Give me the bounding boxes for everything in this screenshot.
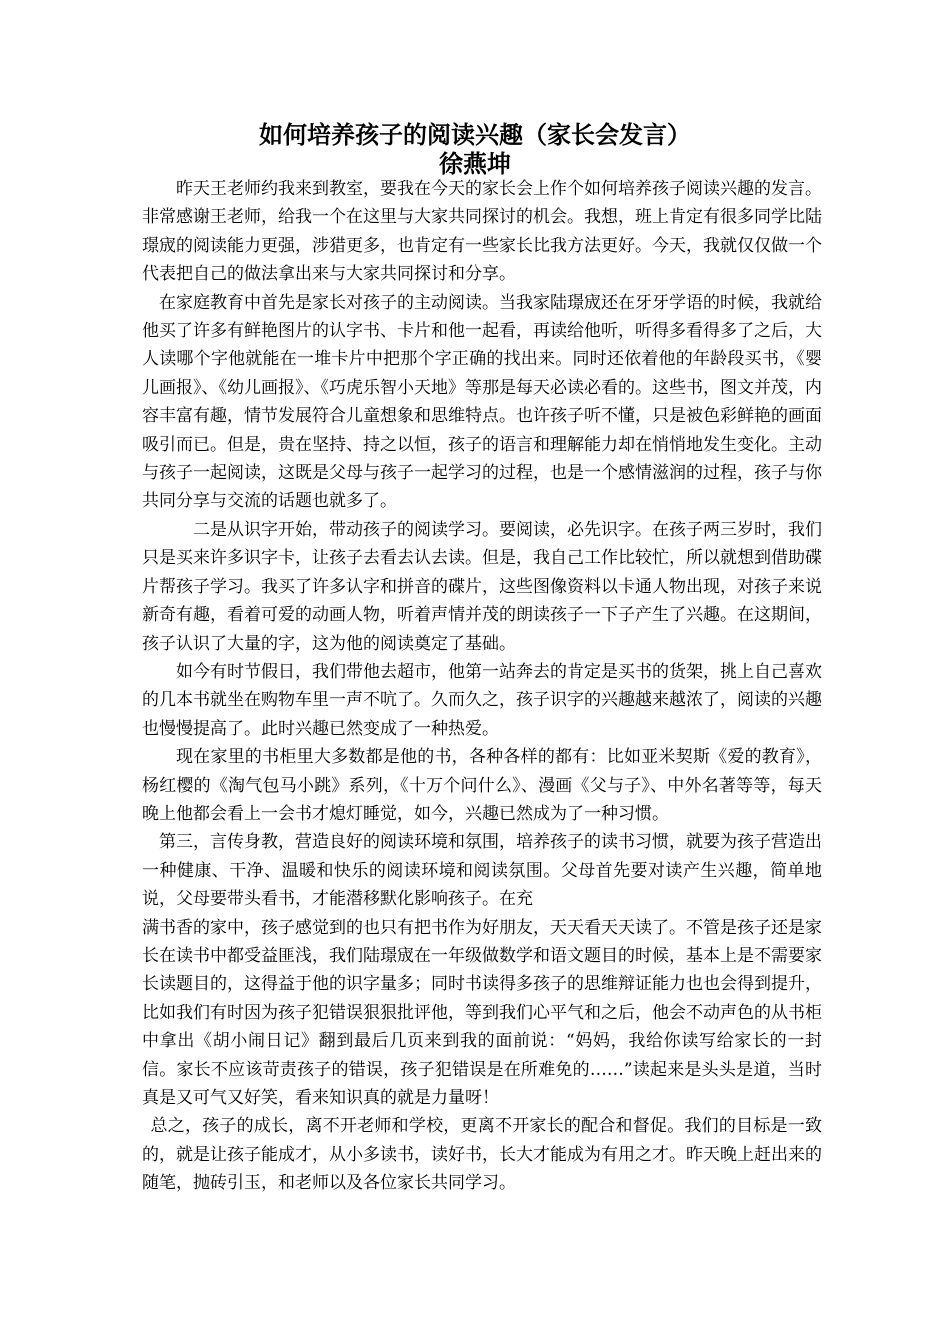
document-body (142, 175, 822, 1198)
paragraph-conclusion: 总之，孩子的成长，离不开老师和学校，更离不开家长的配合和督促。我们的目标是一致的，就是让孩子能成才，从小多读书，读好书，长大才能成为有用之才。昨天晚上赶出来的随笔，抛砖引玉，和老师以及各位家长共同学习。 (142, 1116, 822, 1194)
paragraph-intro: 昨天王老师约我来到教室，要我在今天的家长会上作个如何培养孩子阅读兴趣的发言。非常感谢王老师，给我一个在这里与大家共同探讨的机会。我想，班上肯定有很多同学比陆璟宬的阅读能力更强，涉猎更多，也肯定有一些家长比我方法更好。今天，我就仅仅做一个代表把自己的做法拿出来与大家共同探讨和分享。 (142, 179, 822, 285)
paragraph-third-point: 第三，言传身教，营造良好的阅读环境和氛围，培养孩子的读书习惯，就要为孩子营造出一种健康、干净、温暖和快乐的阅读环境和阅读氛围。父母首先要对读产生兴趣，简单地说，父母要带头看书，才能潜移默化影响孩子。在充 (142, 832, 822, 910)
paragraph-third-point-continued: 满书香的家中，孩子感觉到的也只有把书作为好朋友，天天看天天读了。不管是孩子还是家长在读书中都受益匪浅，我们陆璟宬在一年级做数学和语文题目的时候，基本上是不需要家长读题目的，这得益于他的识字量多；同时书读得多孩子的思维辩证能力也也会得到提升，比如我们有时因为孩子犯错误狠狠批评他，等到我们心平气和之后，他会不动声色的从书柜中拿出《胡小闹日记》翻到最后几页来到我的面前说：“妈妈，我给你读写给家长的一封信。家长不应该苛责孩子的错误，孩子犯错误是在所难免的……”读起来是头头是道，当时真是又可气又好笑，看来知识真的就是力量呀！ (142, 917, 822, 1108)
document-header (0, 120, 950, 178)
paragraph-second-point: 二是从识字开始，带动孩子的阅读学习。要阅读，必先识字。在孩子两三岁时，我们只是买来许多识字卡，让孩子去看去认去读。但是，我自己工作比较忙，所以就想到借助碟片帮孩子学习。我买了许多认字和拼音的碟片，这些图像资料以卡通人物出现，对孩子来说新奇有趣，看着可爱的动画人物，听着声情并茂的朗读孩子一下子产生了兴趣。在这期间，孩子认识了大量的字，这为他的阅读奠定了基础。 (142, 519, 822, 654)
paragraph-first-point: 在家庭教育中首先是家长对孩子的主动阅读。当我家陆璟宬还在牙牙学语的时候，我就给他买了许多有鲜艳图片的认字书、卡片和他一起看，再读给他听，听得多看得多了之后，大人读哪个字他就能在一堆卡片中把那个字正确的找出来。同时还依着他的年龄段买书，《婴儿画报》、《幼儿画报》、《巧虎乐智小天地》等那是每天必读必看的。这些书，图文并茂，内容丰富有趣，情节发展符合儿童想象和思维特点。也许孩子听不懂，只是被色彩鲜艳的画面吸引而已。但是，贵在坚持、持之以恒，孩子的语言和理解能力却在悄悄地发生变化。主动与孩子一起阅读，这既是父母与孩子一起学习的过程，也是一个感情滋润的过程，孩子与你共同分享与交流的话题也就多了。 (142, 292, 822, 512)
document-title: 如何培养孩子的阅读兴趣（家长会发言） (259, 120, 691, 149)
document-author: 徐燕坤 (439, 149, 511, 178)
paragraph-supermarket: 如今有时节假日，我们带他去超市，他第一站奔去的肯定是买书的货架，挑上自己喜欢的几本书就坐在购物车里一声不吭了。久而久之，孩子识字的兴趣越来越浓了，阅读的兴趣也慢慢提高了。此时兴趣已然变成了一种热爱。 (142, 661, 822, 739)
paragraph-bookshelf: 现在家里的书柜里大多数都是他的书，各种各样的都有：比如亚米契斯《爱的教育》，杨红樱的《淘气包马小跳》系列，《十万个问什么》、漫画《父与子》、中外名著等等，每天晚上他都会看上一会书才熄灯睡觉，如今，兴趣已然成为了一种习惯。 (142, 747, 822, 824)
